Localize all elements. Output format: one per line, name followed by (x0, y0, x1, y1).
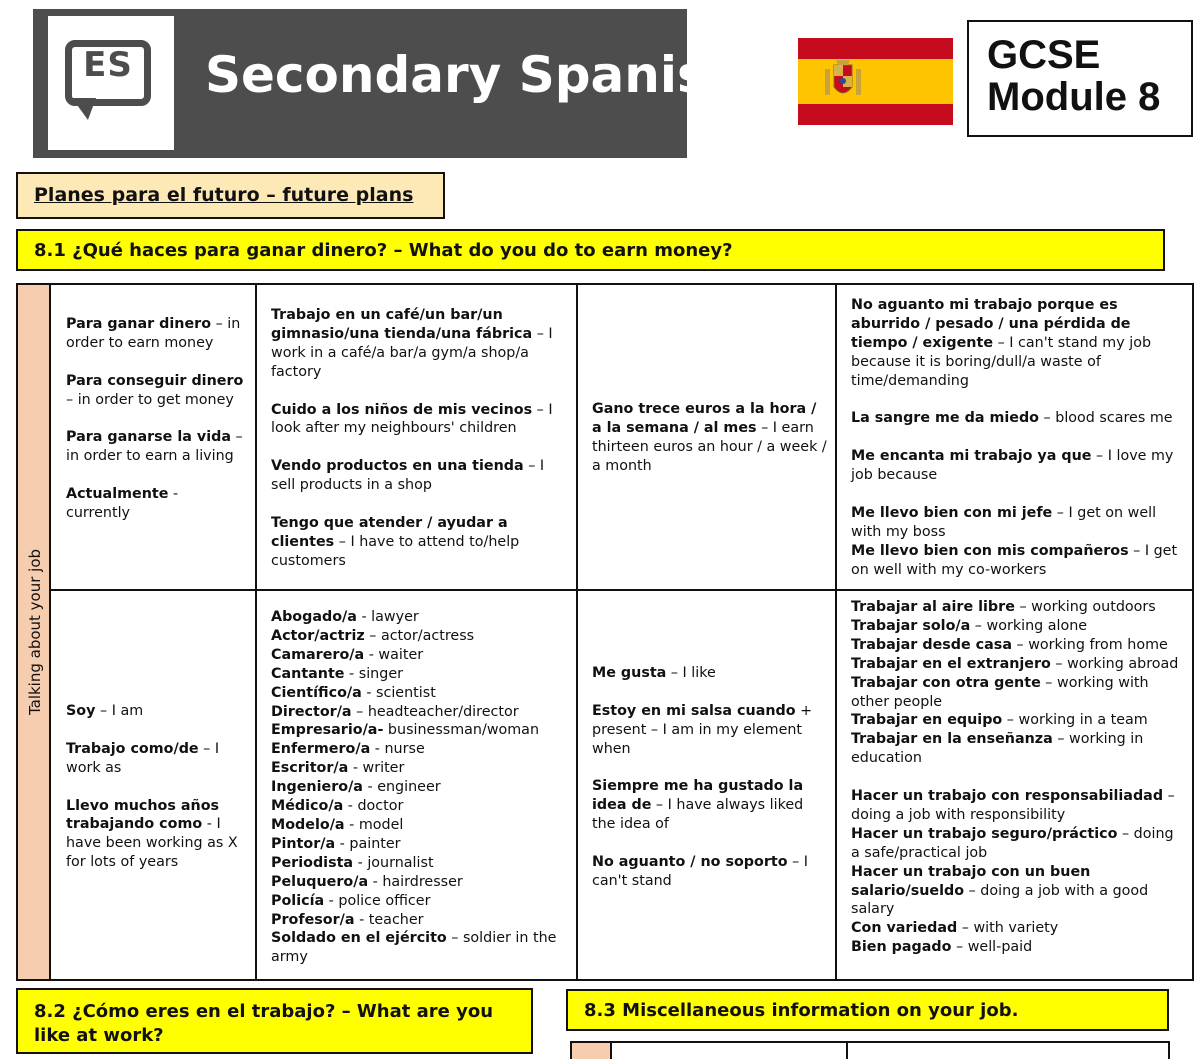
vocab-spanish: Médico/a (271, 798, 344, 815)
vocab-english: – working with other people (851, 674, 1149, 710)
vocab-spanish: Cantante (271, 665, 345, 682)
entry-spacer (66, 353, 244, 372)
vocab-spanish: Llevo muchos años trabajando como (66, 797, 220, 833)
vocab-entry (271, 627, 567, 646)
vocab-entry (271, 816, 567, 835)
cell-row1-col1 (66, 315, 244, 523)
vocab-spanish: Me gusta (592, 665, 667, 681)
vocab-entry (271, 929, 567, 967)
vocab-english: – in order to earn a living (66, 429, 243, 465)
vocab-english: - scientist (361, 684, 436, 701)
vocab-english: – I can't stand (592, 854, 809, 889)
vocab-entry (851, 787, 1186, 825)
section-8-2-header: 8.2 ¿Cómo eres en el trabajo? – What are you like at work? (16, 988, 533, 1054)
vocab-entry (271, 740, 567, 759)
vocab-spanish: Trabajar desde casa (851, 636, 1012, 653)
vocab-english: – I have always liked the idea of (592, 797, 804, 833)
row-divider (51, 589, 1194, 591)
vocab-entry (592, 702, 828, 759)
vocab-spanish: Para ganarse la vida (66, 429, 231, 446)
entry-spacer (851, 768, 1186, 787)
vocab-english: - hairdresser (368, 873, 463, 890)
vocab-english: – I love my job because (851, 448, 1174, 484)
vocab-english: – I look after my neighbours' children (271, 401, 553, 437)
vocab-english: – I earn thirteen euros an hour / a week / a month (592, 419, 827, 474)
vocab-entry (271, 514, 567, 571)
speech-bubble-tail-icon (72, 98, 100, 120)
vocab-entry (66, 428, 244, 466)
vocab-english: - painter (335, 835, 401, 852)
vocab-entry (271, 457, 567, 495)
vocab-entry (851, 863, 1186, 920)
vocab-spanish: Científico/a (271, 684, 362, 701)
vocab-english: - waiter (364, 646, 424, 663)
vocab-entry (851, 938, 1186, 957)
vocab-english: – actor/actress (364, 627, 475, 644)
logo-text: ES (83, 45, 133, 85)
vocab-spanish: Siempre me ha gustado la idea de (592, 778, 804, 814)
entry-spacer (592, 683, 828, 702)
vocab-entry (66, 315, 244, 353)
vocab-spanish: Periodista (271, 854, 354, 871)
vocab-english: – doing a job with responsibility (851, 788, 1175, 823)
vocab-english: – I work in a café/a bar/a gym/a shop/a factory (271, 325, 553, 380)
vocab-english: – with variety (957, 920, 1059, 937)
course-line-2: Module 8 (987, 75, 1161, 119)
vocab-spanish: Actualmente (66, 486, 169, 503)
vocab-entry (851, 655, 1186, 674)
entry-spacer (66, 778, 244, 797)
vocab-spanish: Gano trece euros a la hora / a la semana / al mes (592, 401, 817, 436)
vocab-entry (271, 854, 567, 873)
vocab-english: – I can't stand my job because it is boring/dull/a waste of time/demanding (851, 334, 1152, 389)
vocab-entry (592, 853, 828, 891)
vocab-entry (66, 740, 244, 778)
vocab-entry (271, 911, 567, 930)
vocab-english: – I have to attend to/help customers (271, 533, 520, 569)
vocab-english: - currently (66, 486, 179, 522)
vocab-spanish: Enfermero/a (271, 741, 371, 758)
section-8-3-header: 8.3 Miscellaneous information on your job. (566, 989, 1169, 1031)
vocab-english: - doctor (343, 798, 404, 815)
vocab-entry (851, 504, 1186, 542)
vocab-english: – working alone (970, 617, 1088, 634)
vocab-entry (66, 372, 244, 410)
vocab-english: – working outdoors (1014, 599, 1156, 615)
vocab-spanish: Escritor/a (271, 760, 349, 777)
vocab-english: - nurse (370, 741, 425, 758)
vocab-english: – I like (666, 665, 716, 681)
vocab-english: - police officer (324, 892, 431, 909)
column-divider (835, 283, 837, 981)
course-line-1: GCSE (987, 33, 1101, 77)
vocab-english: – I get on well with my co-workers (851, 542, 1178, 578)
vocab-english: – headteacher/director (351, 703, 519, 720)
vocab-entry (271, 306, 567, 382)
side-label: Talking about your job (26, 548, 44, 716)
entry-spacer (271, 382, 567, 401)
vocab-english: – in order to earn money (66, 316, 241, 351)
vocab-english: – I get on well with my boss (851, 504, 1157, 540)
vocab-entry (851, 674, 1186, 712)
vocab-spanish: Director/a (271, 703, 352, 720)
bottom-side-strip (570, 1041, 612, 1059)
vocab-spanish: Camarero/a (271, 646, 365, 663)
vocab-spanish: Con variedad (851, 920, 958, 937)
section-8-1-header: 8.1 ¿Qué haces para ganar dinero? – What do you do to earn money? (16, 229, 1165, 271)
vocab-spanish: Peluquero/a (271, 873, 369, 890)
vocab-spanish: Vendo productos en una tienda (271, 458, 524, 475)
vocab-entry (271, 778, 567, 797)
vocab-spanish: Trabajar con otra gente (851, 674, 1041, 691)
entry-spacer (66, 466, 244, 485)
vocab-english: - engineer (362, 779, 441, 796)
vocab-entry (271, 401, 567, 439)
vocab-entry (271, 759, 567, 778)
vocab-entry (271, 873, 567, 892)
vocab-spanish: Modelo/a (271, 816, 345, 833)
vocab-english: – working in education (851, 731, 1144, 767)
vocab-entry (271, 703, 567, 722)
vocab-english: – I work as (66, 740, 220, 776)
vocab-entry (271, 684, 567, 703)
column-divider (576, 283, 578, 981)
cell-row2-col4 (851, 598, 1186, 957)
vocab-spanish: Me encanta mi trabajo ya que (851, 448, 1092, 465)
cell-row2-col1 (66, 702, 244, 872)
vocab-spanish: Pintor/a (271, 835, 336, 852)
vocab-entry (271, 721, 567, 740)
vocab-spanish: La sangre me da miedo (851, 410, 1040, 427)
vocab-spanish: Trabajar solo/a (851, 617, 971, 634)
vocab-entry (271, 835, 567, 854)
vocab-entry (592, 664, 828, 683)
vocab-english: - writer (348, 760, 405, 777)
vocab-english: businessman/woman (383, 722, 540, 739)
vocab-spanish: Soldado en el ejército (271, 930, 447, 947)
vocab-english: - I have been working as X for lots of years (66, 816, 238, 871)
vocab-english: - journalist (353, 854, 434, 871)
vocab-english: - model (344, 816, 404, 833)
vocab-spanish: Trabajar en equipo (851, 712, 1003, 729)
vocab-entry (66, 797, 244, 873)
vocab-spanish: Actor/actriz (271, 627, 365, 644)
topic-title: Planes para el futuro – future plans (16, 172, 445, 219)
entry-spacer (851, 391, 1186, 410)
vocab-entry (851, 447, 1186, 485)
vocab-spanish: Trabajar al aire libre (851, 599, 1015, 615)
vocab-entry (851, 919, 1186, 938)
vocab-spanish: Ingeniero/a (271, 779, 363, 796)
vocab-spanish: Estoy en mi salsa cuando (592, 702, 796, 719)
vocab-entry (66, 702, 244, 721)
cell-row2-col3 (592, 664, 828, 891)
vocab-english: - lawyer (356, 609, 419, 625)
vocab-spanish: Hacer un trabajo con responsabiliadad (851, 788, 1164, 805)
coat-of-arms-icon (823, 59, 863, 103)
vocab-entry (851, 598, 1186, 617)
vocab-spanish: Me llevo bien con mi jefe (851, 504, 1053, 521)
bottom-column-divider (846, 1041, 848, 1059)
entry-spacer (66, 721, 244, 740)
entry-spacer (851, 428, 1186, 447)
course-label-box (967, 20, 1193, 137)
vocab-spanish: Hacer un trabajo seguro/práctico (851, 825, 1118, 842)
bottom-table (610, 1041, 1170, 1059)
vocab-spanish: No aguanto mi trabajo porque es aburrido / pesado / una pérdida de tiempo / exigente (851, 297, 1131, 351)
vocab-english: – doing a job with a good salary (851, 882, 1149, 918)
vocab-spanish: Trabajar en la enseñanza (851, 731, 1053, 748)
entry-spacer (592, 834, 828, 853)
vocab-spanish: Empresario/a- (271, 722, 384, 739)
vocab-entry (851, 636, 1186, 655)
entry-spacer (271, 495, 567, 514)
vocab-entry (851, 617, 1186, 636)
vocab-entry (271, 892, 567, 911)
vocab-spanish: Soy (66, 703, 96, 719)
vocab-spanish: Trabajo como/de (66, 740, 199, 757)
vocab-spanish: Bien pagado (851, 939, 952, 956)
vocab-spanish: Cuido a los niños de mis vecinos (271, 401, 533, 418)
vocab-entry (66, 485, 244, 523)
vocab-english: – in order to get money (66, 391, 234, 408)
entry-spacer (66, 410, 244, 429)
vocab-spanish: Policía (271, 892, 325, 909)
vocab-english: + present – I am in my element when (592, 702, 813, 757)
entry-spacer (592, 759, 828, 778)
vocab-entry (271, 646, 567, 665)
cell-row1-col2 (271, 306, 567, 571)
vocab-entry (851, 296, 1186, 391)
vocab-spanish: No aguanto / no soporto (592, 854, 788, 871)
vocab-entry (592, 777, 828, 834)
vocab-entry (851, 825, 1186, 863)
vocab-entry (271, 797, 567, 816)
vocab-english: – I sell products in a shop (271, 458, 545, 494)
vocab-entry (592, 400, 828, 476)
vocab-spanish: Tengo que atender / ayudar a clientes (271, 514, 508, 550)
vocab-entry (851, 711, 1186, 730)
vocab-entry (851, 730, 1186, 768)
vocab-spanish: Para ganar dinero (66, 316, 212, 332)
vocab-english: – blood scares me (1039, 410, 1173, 427)
vocab-entry (271, 665, 567, 684)
vocab-english: – working from home (1011, 636, 1168, 653)
vocab-english: – well-paid (951, 939, 1033, 956)
vocab-english: - teacher (354, 911, 424, 928)
vocab-spanish: Trabajo en un café/un bar/un gimnasio/una tienda/una fábrica (271, 307, 533, 342)
entry-spacer (851, 485, 1186, 504)
vocab-entry (851, 542, 1186, 580)
vocab-english: – doing a safe/practical job (851, 825, 1174, 861)
vocab-english: - singer (344, 665, 403, 682)
vocab-english: – working in a team (1002, 712, 1148, 729)
vocab-spanish: Hacer un trabajo con un buen salario/sueldo (851, 863, 1091, 899)
vocab-english: – I am (95, 703, 144, 719)
vocab-spanish: Trabajar en el extranjero (851, 655, 1051, 672)
vocab-english: – working abroad (1050, 655, 1179, 672)
vocab-spanish: Me llevo bien con mis compañeros (851, 542, 1129, 559)
entry-spacer (271, 438, 567, 457)
brand-title: Secondary Spanish (205, 46, 743, 104)
cell-row1-col4 (851, 296, 1186, 580)
vocab-spanish: Abogado/a (271, 609, 357, 625)
cell-row2-col2 (271, 608, 567, 967)
vocab-entry (271, 608, 567, 627)
vocab-spanish: Profesor/a (271, 911, 355, 928)
vocab-entry (851, 409, 1186, 428)
spain-flag-icon (798, 38, 953, 125)
vocab-english: – soldier in the army (271, 930, 557, 966)
column-divider (255, 283, 257, 981)
cell-row1-col3 (592, 400, 828, 476)
vocab-spanish: Para conseguir dinero (66, 372, 244, 389)
